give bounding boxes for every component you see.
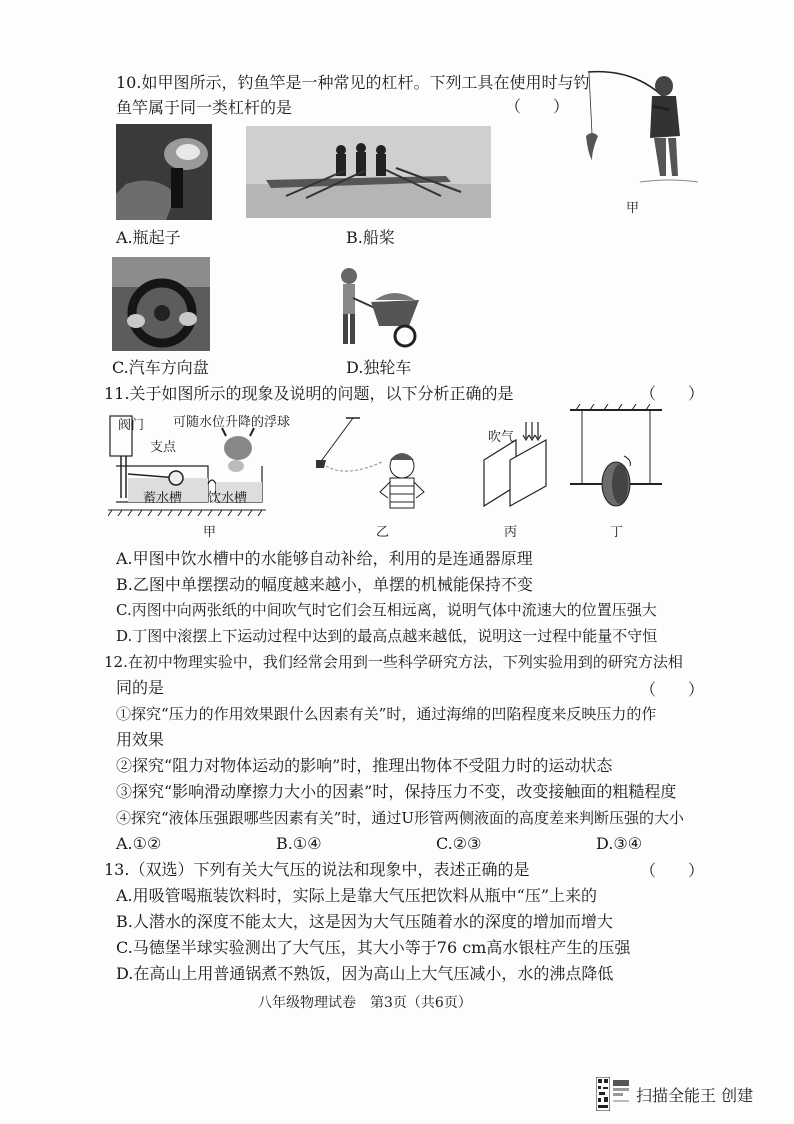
tank2-label: 饮水槽 bbox=[208, 491, 248, 506]
q13-option-d: D.在高山上用普通锅煮不熟饭，因为高山上大气压减小，水的沸点降低 bbox=[116, 964, 614, 983]
bottle-opener-photo bbox=[116, 124, 212, 220]
q12-item-3: ③探究“影响滑动摩擦力大小的因素”时，保持压力不变，改变接触面的粗糙程度 bbox=[116, 782, 677, 801]
tank1-label: 蓄水槽 bbox=[143, 491, 183, 506]
q11-fig3-label: 丙 bbox=[504, 525, 518, 540]
q12-stem-line1: 12.在初中物理实验中，我们经常会用到一些科学研究方法，下列实验用到的研究方法相 bbox=[104, 653, 683, 671]
q12-option-d: D.③④ bbox=[596, 834, 643, 853]
q12-answer-paren: （ ） bbox=[640, 680, 705, 699]
q12-item-2: ②探究“阻力对物体运动的影响”时，推理出物体不受阻力时的运动状态 bbox=[116, 756, 613, 775]
q13-option-c: C.马德堡半球实验测出了大气压，其大小等于76 cm高水银柱产生的压强 bbox=[116, 938, 631, 957]
valve-label: 阀门 bbox=[118, 418, 145, 433]
q11-option-c: C.丙图中向两张纸的中间吹气时它们会互相远离，说明气体中流速大的位置压强大 bbox=[116, 601, 657, 619]
q11-option-a: A.甲图中饮水槽中的水能够自动补给，利用的是连通器原理 bbox=[116, 549, 533, 568]
blow-label: 吹气 bbox=[488, 430, 515, 445]
wheelbarrow-figure bbox=[335, 264, 425, 352]
q13-option-b: B.人潜水的深度不能太大，这是因为大气压随着水的深度的增加而增大 bbox=[116, 912, 613, 931]
q12-item-1-line1: ①探究“压力的作用效果跟什么因素有关”时，通过海绵的凹陷程度来反映压力的作 bbox=[116, 705, 657, 723]
pendulum-figure bbox=[306, 410, 436, 518]
q12-stem-line2: 同的是 bbox=[116, 678, 165, 697]
q13-answer-paren: （ ） bbox=[640, 861, 705, 880]
q12-option-a: A.①② bbox=[116, 834, 162, 853]
q13-option-a: A.用吸管喝瓶装饮料时，实际上是靠大气压把饮料从瓶中“压”上来的 bbox=[116, 886, 598, 905]
q12-option-c: C.②③ bbox=[436, 834, 482, 853]
q11-option-b: B.乙图中单摆摆动的幅度越来越小，单摆的机械能保持不变 bbox=[116, 575, 533, 594]
q11-fig2-label: 乙 bbox=[376, 525, 390, 540]
qr-code-icon bbox=[596, 1077, 610, 1111]
q10-option-d: D.独轮车 bbox=[346, 358, 412, 377]
q10-stem-line1: 10.如甲图所示，钓鱼竿是一种常见的杠杆。下列工具在使用时与钓 bbox=[116, 73, 590, 92]
q10-fig-label: 甲 bbox=[626, 201, 640, 216]
q12-item-1-line2: 用效果 bbox=[116, 730, 165, 749]
page-footer: 八年级物理试卷 第3页（共6页） bbox=[258, 995, 472, 1011]
q13-stem: 13.（双选）下列有关大气压的说法和现象中，表述正确的是 bbox=[104, 860, 530, 879]
q11-option-d: D.丁图中滚摆上下运动过程中达到的最高点越来越低，说明这一过程中能量不守恒 bbox=[116, 627, 658, 645]
q12-item-4: ④探究“液体压强跟哪些因素有关”时，通过U形管两侧液面的高度差来判断压强的大小 bbox=[116, 809, 684, 827]
q12-option-b: B.①④ bbox=[276, 834, 322, 853]
float-label: 可随水位升降的浮球 bbox=[173, 415, 291, 430]
rowing-photo bbox=[246, 126, 491, 218]
q10-option-c: C.汽车方向盘 bbox=[112, 358, 209, 377]
q10-answer-paren: （ ） bbox=[505, 97, 570, 116]
scanner-logo-icon bbox=[612, 1078, 630, 1110]
q10-option-a: A.瓶起子 bbox=[116, 228, 181, 247]
scanner-watermark: 扫描全能王 创建 bbox=[636, 1086, 754, 1105]
steering-wheel-photo bbox=[112, 257, 210, 351]
maxwell-wheel-figure bbox=[566, 404, 666, 518]
q11-fig4-label: 丁 bbox=[610, 525, 624, 540]
q10-stem-line2: 鱼竿属于同一类杠杆的是 bbox=[116, 98, 293, 117]
pivot-label: 支点 bbox=[150, 440, 177, 455]
q11-fig1-label: 甲 bbox=[203, 525, 217, 540]
q11-stem: 11.关于如图所示的现象及说明的问题，以下分析正确的是 bbox=[104, 384, 514, 403]
q10-option-b: B.船桨 bbox=[346, 228, 395, 247]
fisherman-figure bbox=[580, 66, 700, 190]
q11-answer-paren: （ ） bbox=[640, 384, 705, 403]
